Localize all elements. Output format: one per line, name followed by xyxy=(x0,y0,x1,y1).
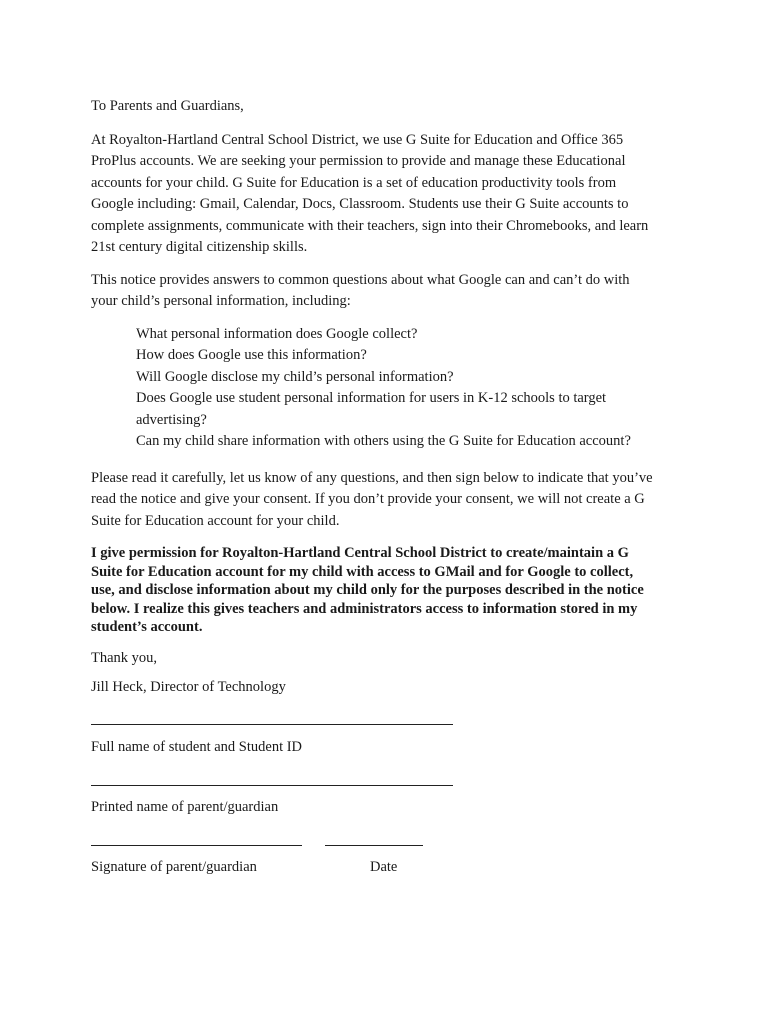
intro-line: 21st century digital citizenship skills. xyxy=(91,239,308,255)
closing: Thank you, xyxy=(91,650,158,666)
intro-line: complete assignments, communicate with their teachers, sign into their Chromebooks, and learn xyxy=(91,218,649,234)
notice-line: your child’s personal information, including: xyxy=(91,293,351,309)
parent-name-line[interactable] xyxy=(91,785,453,786)
request-line: Please read it carefully, let us know of any questions, and then sign below to indicate that you’ve xyxy=(91,470,653,486)
parent-signature-field-label: Signature of parent/guardian xyxy=(91,859,257,875)
question-item: Does Google use student personal information for users in K-12 schools to target xyxy=(136,390,607,406)
permission-statement-line: student’s account. xyxy=(91,619,203,635)
date-line[interactable] xyxy=(325,845,423,846)
salutation: To Parents and Guardians, xyxy=(91,98,244,114)
date-field-label: Date xyxy=(370,859,398,875)
permission-statement-line: Suite for Education account for my child with access to GMail and for Google to collect, xyxy=(91,564,634,580)
permission-statement-line: below. I realize this gives teachers and administrators access to information stored in my xyxy=(91,601,638,617)
permission-statement-line: use, and disclose information about my child only for the purposes described in the notice xyxy=(91,582,644,598)
signer: Jill Heck, Director of Technology xyxy=(91,679,286,695)
request-line: Suite for Education account for your child. xyxy=(91,513,340,529)
permission-statement-line: I give permission for Royalton-Hartland Central School District to create/maintain a G xyxy=(91,545,629,561)
student-field-label: Full name of student and Student ID xyxy=(91,739,303,755)
student-signature-line[interactable] xyxy=(91,724,453,725)
intro-line: At Royalton-Hartland Central School District, we use G Suite for Education and Office 365 xyxy=(91,132,624,148)
question-item: Can my child share information with others using the G Suite for Education account? xyxy=(136,433,631,449)
question-item-continued: advertising? xyxy=(136,412,207,428)
intro-line: Google including: Gmail, Calendar, Docs, Classroom. Students use their G Suite accounts to xyxy=(91,196,629,212)
question-item: What personal information does Google collect? xyxy=(136,326,418,342)
question-item: How does Google use this information? xyxy=(136,347,367,363)
intro-line: accounts for your child. G Suite for Education is a set of education productivity tools from xyxy=(91,175,617,191)
request-line: read the notice and give your consent. If you don’t provide your consent, we will not create a G xyxy=(91,491,645,507)
question-item: Will Google disclose my child’s personal information? xyxy=(136,369,454,385)
intro-line: ProPlus accounts. We are seeking your permission to provide and manage these Educational xyxy=(91,153,626,169)
notice-line: This notice provides answers to common questions about what Google can and can’t do with xyxy=(91,272,630,288)
parent-name-field-label: Printed name of parent/guardian xyxy=(91,799,279,815)
parent-signature-line[interactable] xyxy=(91,845,302,846)
